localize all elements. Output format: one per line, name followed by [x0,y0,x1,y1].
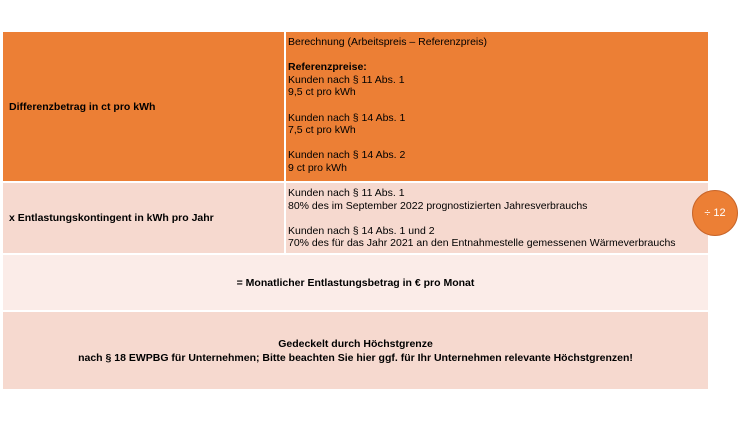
cap-note-text: nach § 18 EWPBG für Unternehmen; Bitte beachten Sie hier ggf. für Ihr Unternehmen relevante Höchstgrenzen! [78,351,633,364]
row-entlastungskontingent [3,183,708,253]
column-divider [284,183,286,253]
detail-line: 9 ct pro kWh [288,161,347,174]
detail-line: Berechnung (Arbeitspreis – Referenzpreis) [288,36,488,48]
row-label: Differenzbetrag in ct pro kWh [9,100,156,113]
detail-line: Kunden nach § 11 Abs. 1 [288,73,405,86]
detail-line: Kunden nach § 11 Abs. 1 [288,187,405,199]
row-monatlicher-betrag [3,255,708,310]
cap-note-cell [3,312,708,389]
row-details [288,32,708,181]
detail-line: 70% des für das Jahr 2021 an den Entnahmestelle gemessenen Wärmeverbrauchs [288,237,676,250]
spacer [288,49,708,62]
spacer [288,99,708,112]
result-cell [3,255,708,310]
detail-heading: Referenzpreise: [288,61,367,74]
detail-line: 80% des im September 2022 prognostizierten Jahresverbrauchs [288,199,588,212]
detail-line: 7,5 ct pro kWh [288,124,356,137]
row-label: x Entlastungskontingent in kWh pro Jahr [9,212,214,224]
detail-line: Kunden nach § 14 Abs. 1 und 2 [288,224,435,237]
detail-line: Kunden nach § 14 Abs. 2 [288,149,406,162]
row-differenzbetrag [3,32,708,181]
result-text: = Monatlicher Entlastungsbetrag in € pro Monat [236,276,475,289]
detail-line: Kunden nach § 14 Abs. 1 [288,111,406,124]
cap-note-title: Gedeckelt durch Höchstgrenze [278,337,433,350]
spacer [288,212,708,225]
detail-line: 9,5 ct pro kWh [288,86,356,99]
spacer [288,137,708,150]
column-divider [284,32,286,181]
row-hoechstgrenze [3,312,708,389]
divide-by-twelve-badge: ÷ 12 [692,190,738,236]
row-details [288,183,708,253]
